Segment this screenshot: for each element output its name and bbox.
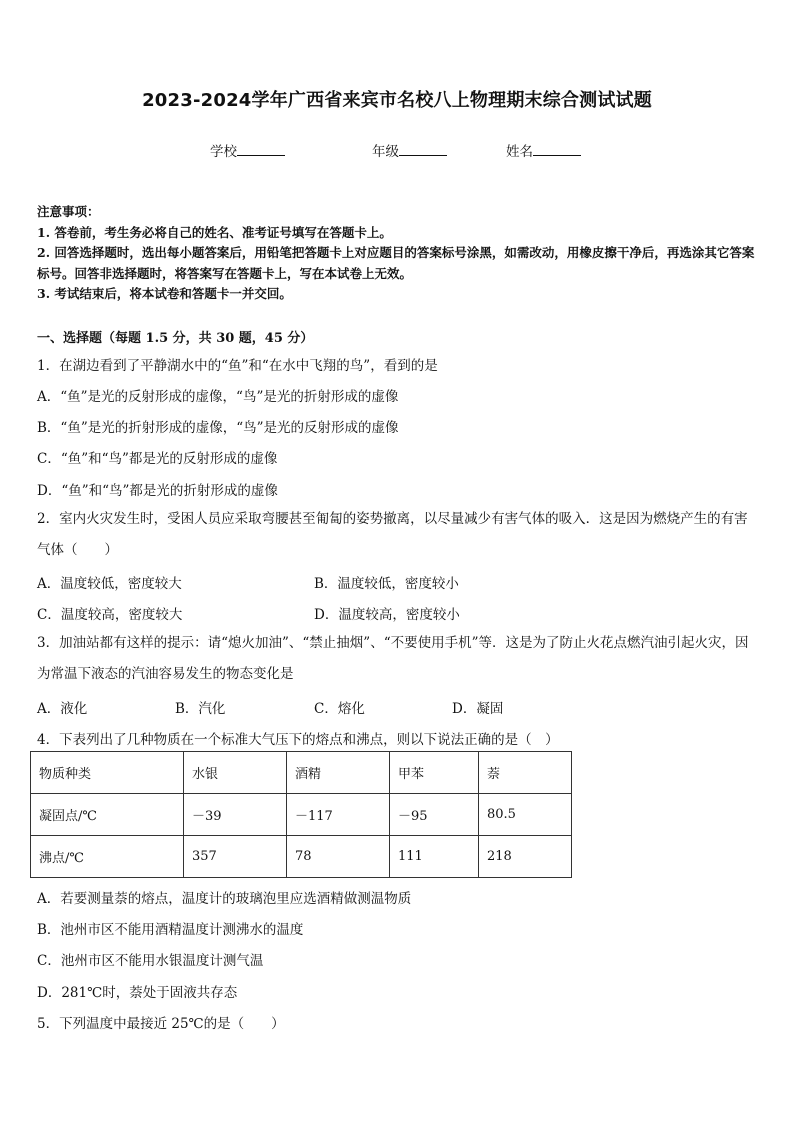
note-item: 1. 答卷前，考生务必将自己的姓名、准考证号填写在答题卡上。	[37, 224, 392, 240]
table-cell: 甲苯	[390, 752, 479, 794]
question-4-option-d: D．281℃时，萘处于固液共存态	[37, 985, 238, 1001]
note-item: 3. 考试结束后，将本试卷和答题卡一并交回。	[37, 286, 292, 301]
table-cell: －39	[184, 794, 287, 836]
question-2-option-a: A．温度较低，密度较大	[37, 576, 182, 592]
school-field	[210, 140, 285, 160]
table-cell: 物质种类	[31, 752, 184, 794]
table-cell: 沸点/℃	[31, 836, 184, 878]
table-cell: －117	[287, 794, 390, 836]
table-cell: 357	[184, 836, 287, 878]
table-row	[31, 794, 572, 836]
grade-blank	[399, 143, 447, 156]
question-4-option-c: C．池州市区不能用水银温度计测气温	[37, 953, 264, 969]
question-2-option-d: D．温度较高，密度较小	[314, 607, 460, 623]
notes-block	[37, 202, 757, 305]
question-5-stem: 5．下列温度中最接近 25℃的是（ ）	[37, 1016, 285, 1032]
question-2-option-b: B．温度较低，密度较小	[314, 576, 459, 592]
question-1-option-d: D．“鱼”和“鸟”都是光的折射形成的虚像	[37, 483, 278, 499]
question-3-stem: 3．加油站都有这样的提示：请“熄火加油”、“禁止抽烟”、“不要使用手机”等．这是为了防止火花点燃汽油引起火灾，因为常温下液态的汽油容易发生的物态变化是	[37, 635, 749, 682]
table-cell: 218	[479, 836, 572, 878]
exam-title: 2023-2024学年广西省来宾市名校八上物理期末综合测试试题	[142, 90, 652, 111]
table-cell: 萘	[479, 752, 572, 794]
question-1-option-b: B．“鱼”是光的折射形成的虚像，“鸟”是光的反射形成的虚像	[37, 420, 399, 436]
name-blank	[533, 143, 581, 156]
notes-heading: 注意事项：	[37, 204, 100, 219]
table-row	[31, 836, 572, 878]
table-cell: 78	[287, 836, 390, 878]
question-3-option-b: B．汽化	[175, 701, 226, 717]
grade-label: 年级	[372, 144, 399, 160]
section-heading: 一、选择题（每题 1.5 分，共 30 题，45 分）	[37, 331, 314, 346]
question-4-stem: 4．下表列出了几种物质在一个标准大气压下的熔点和沸点，则以下说法正确的是（ ）	[37, 732, 559, 748]
name-field	[506, 140, 581, 160]
name-label: 姓名	[506, 144, 533, 160]
table-cell: 水银	[184, 752, 287, 794]
table-cell: 111	[390, 836, 479, 878]
question-4-option-b: B．池州市区不能用酒精温度计测沸水的温度	[37, 922, 304, 938]
table-cell: 凝固点/℃	[31, 794, 184, 836]
table-cell: 酒精	[287, 752, 390, 794]
question-1-stem: 1．在湖边看到了平静湖水中的“鱼”和“在水中飞翔的鸟”，看到的是	[37, 358, 438, 374]
note-item: 2. 回答选择题时，选出每小题答案后，用铅笔把答题卡上对应题目的答案标号涂黑，如需改动，用橡皮擦干净后，再选涂其它答案标号。回答非选择题时，将答案写在答题卡上，写在本试卷上无效。	[37, 245, 755, 281]
table-cell: －95	[390, 794, 479, 836]
table-cell: 80.5	[479, 794, 572, 836]
question-1-option-c: C．“鱼”和“鸟”都是光的反射形成的虚像	[37, 451, 278, 467]
question-3-option-d: D．凝固	[452, 701, 504, 717]
question-3-option-c: C．熔化	[314, 701, 365, 717]
table-row	[31, 752, 572, 794]
question-2-option-c: C．温度较高，密度较大	[37, 607, 183, 623]
question-4-option-a: A．若要测量萘的熔点，温度计的玻璃泡里应选酒精做测温物质	[37, 891, 412, 907]
question-2-stem: 2．室内火灾发生时，受困人员应采取弯腰甚至匍匐的姿势撤离，以尽量减少有害气体的吸入．这是因为燃烧产生的有害气体（ ）	[37, 511, 748, 558]
school-label: 学校	[210, 144, 237, 160]
school-blank	[237, 143, 285, 156]
question-1-option-a: A．“鱼”是光的反射形成的虚像，“鸟”是光的折射形成的虚像	[37, 389, 399, 405]
question-3-option-a: A．液化	[37, 701, 88, 717]
grade-field	[372, 140, 447, 160]
substance-table	[30, 751, 572, 878]
